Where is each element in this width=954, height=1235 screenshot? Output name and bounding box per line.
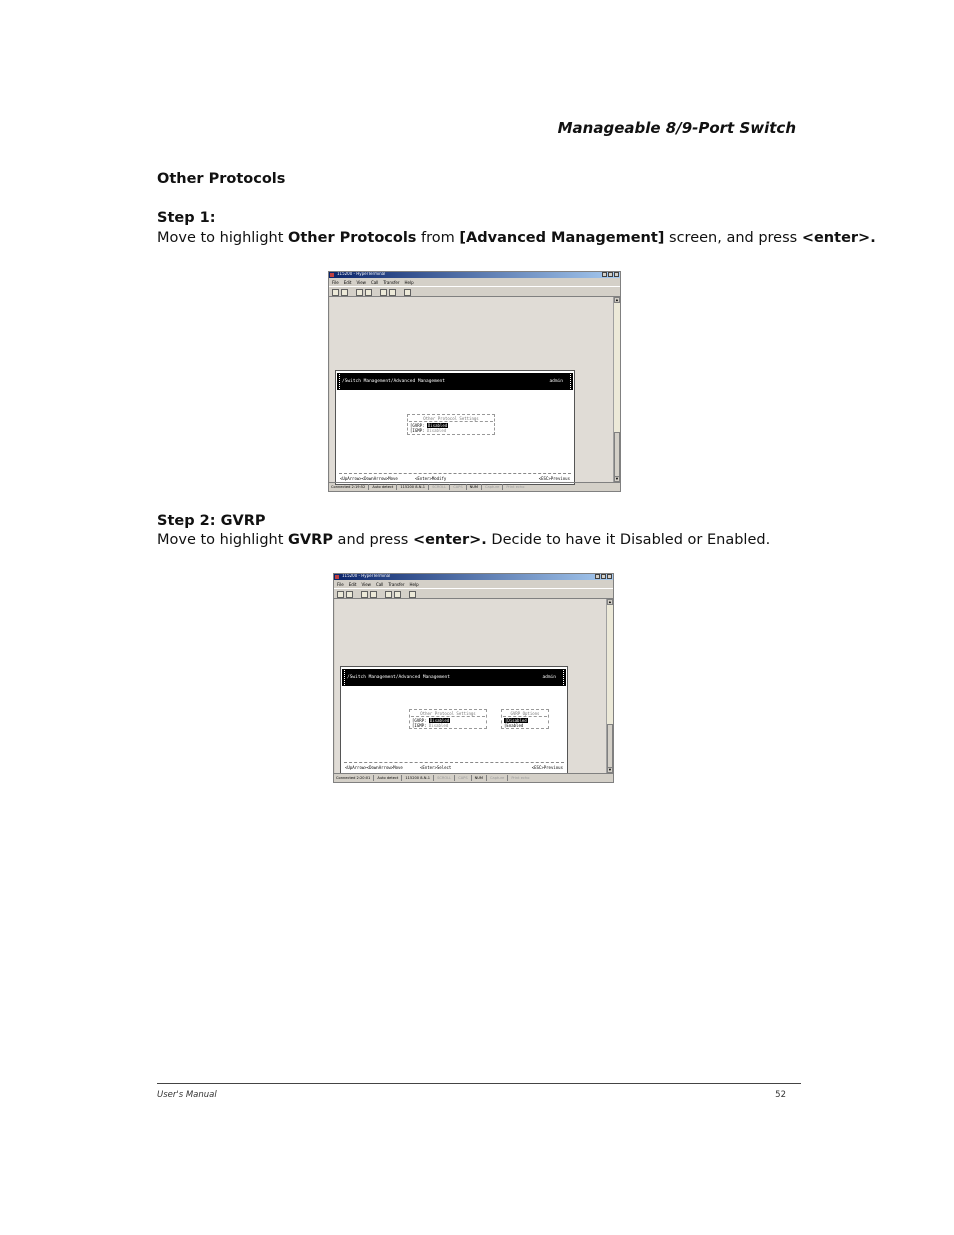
footer-manual-label: User's Manual bbox=[157, 1090, 217, 1100]
hyperterminal-window-2 bbox=[333, 573, 614, 783]
new-icon[interactable] bbox=[337, 591, 344, 598]
menu-file[interactable]: File bbox=[332, 280, 339, 285]
scroll-up-icon[interactable]: ▲ bbox=[615, 297, 619, 302]
title-bar: 115200 - HyperTerminal bbox=[329, 272, 620, 278]
minimize-icon[interactable] bbox=[602, 272, 607, 277]
user-name: admin bbox=[542, 675, 556, 680]
terminal-header bbox=[337, 373, 573, 390]
vertical-scrollbar[interactable] bbox=[606, 599, 613, 773]
scroll-thumb[interactable] bbox=[607, 724, 613, 772]
new-icon[interactable] bbox=[332, 289, 339, 296]
terminal-header bbox=[342, 669, 566, 686]
option-enabled[interactable]: [Enabled bbox=[504, 723, 524, 728]
options-title: GVRP Options bbox=[510, 711, 540, 716]
menu-bar bbox=[334, 580, 613, 588]
hyperterminal-window-1 bbox=[328, 271, 621, 492]
disconnect-icon[interactable] bbox=[365, 289, 372, 296]
menu-file[interactable]: File bbox=[337, 582, 344, 587]
title-bar: 115200 - HyperTerminal bbox=[334, 574, 613, 580]
minimize-icon[interactable] bbox=[595, 574, 600, 579]
call-icon[interactable] bbox=[361, 591, 368, 598]
menu-view[interactable]: View bbox=[361, 582, 371, 587]
terminal-client-area bbox=[335, 599, 606, 773]
menu-transfer[interactable]: Transfer bbox=[388, 582, 405, 587]
open-icon[interactable] bbox=[341, 289, 348, 296]
page-number: 52 bbox=[775, 1090, 786, 1100]
step2-text: Move to highlight GVRP and press <enter>. Decide to have it Disabled or Enabled. bbox=[157, 532, 771, 548]
scroll-thumb[interactable] bbox=[614, 432, 620, 482]
terminal-client-area bbox=[330, 297, 613, 482]
open-icon[interactable] bbox=[346, 591, 353, 598]
maximize-icon[interactable] bbox=[608, 272, 613, 277]
menu-path: /Switch Management/Advanced Management bbox=[342, 379, 445, 384]
send-icon[interactable] bbox=[380, 289, 387, 296]
menu-edit[interactable]: Edit bbox=[343, 280, 352, 285]
menu-help[interactable]: Help bbox=[404, 280, 414, 285]
app-icon bbox=[330, 273, 334, 277]
step1-title: Step 1: bbox=[157, 210, 216, 226]
toolbar bbox=[334, 588, 613, 599]
scroll-up-icon[interactable]: ▲ bbox=[608, 599, 612, 604]
terminal-screen bbox=[335, 370, 575, 485]
menu-bar bbox=[329, 278, 620, 286]
panel-title: Other Protocol Settings bbox=[420, 711, 476, 716]
menu-path: /Switch Management/Advanced Management bbox=[347, 675, 450, 680]
receive-icon[interactable] bbox=[394, 591, 401, 598]
gvrp-row[interactable]: [GVRP: Disabled bbox=[412, 718, 450, 723]
footer-rule bbox=[157, 1083, 801, 1084]
status-bar: Connected 2:20:01 Auto detect 115200 8-N-1 SCROLL CAPS NUM Capture Print echo bbox=[334, 773, 613, 782]
igmp-row[interactable]: [IGMP: Disabled bbox=[410, 428, 447, 433]
section-title: Other Protocols bbox=[157, 171, 286, 187]
scroll-down-icon[interactable]: ▼ bbox=[615, 476, 619, 481]
disconnect-icon[interactable] bbox=[370, 591, 377, 598]
other-protocol-panel bbox=[409, 709, 487, 729]
panel-title: Other Protocol Settings bbox=[423, 416, 479, 421]
menu-view[interactable]: View bbox=[356, 280, 366, 285]
menu-edit[interactable]: Edit bbox=[348, 582, 357, 587]
scroll-down-icon[interactable]: ▼ bbox=[608, 767, 612, 772]
send-icon[interactable] bbox=[385, 591, 392, 598]
option-disabled[interactable]: [Disabled bbox=[505, 718, 527, 723]
menu-call[interactable]: Call bbox=[370, 280, 379, 285]
terminal-screen bbox=[340, 666, 568, 774]
properties-icon[interactable] bbox=[404, 289, 411, 296]
gvrp-options-panel bbox=[501, 709, 549, 729]
running-title: Manageable 8/9-Port Switch bbox=[557, 119, 796, 137]
menu-transfer[interactable]: Transfer bbox=[383, 280, 400, 285]
close-icon[interactable] bbox=[614, 272, 619, 277]
maximize-icon[interactable] bbox=[601, 574, 606, 579]
properties-icon[interactable] bbox=[409, 591, 416, 598]
close-icon[interactable] bbox=[607, 574, 612, 579]
toolbar bbox=[329, 286, 620, 297]
step1-text: Move to highlight Other Protocols from [Advanced Management] screen, and press <enter>. bbox=[157, 230, 876, 246]
gvrp-row[interactable]: [GVRP: Disabled bbox=[410, 423, 448, 428]
menu-call[interactable]: Call bbox=[375, 582, 384, 587]
other-protocol-panel bbox=[407, 414, 495, 435]
terminal-footer: <UpArrow><DownArrow>Move <Enter>Modify <ESC>Previous bbox=[339, 473, 571, 481]
menu-help[interactable]: Help bbox=[409, 582, 419, 587]
vertical-scrollbar[interactable] bbox=[613, 297, 620, 482]
status-bar: Connected 2:19:52 Auto detect 115200 8-N-1 SCROLL CAPS NUM Capture Print echo bbox=[329, 482, 620, 491]
call-icon[interactable] bbox=[356, 289, 363, 296]
igmp-row[interactable]: [IGMP: Disabled bbox=[412, 723, 449, 728]
step2-title: Step 2: GVRP bbox=[157, 513, 266, 529]
app-icon bbox=[335, 575, 339, 579]
terminal-footer: <UpArrow><DownArrow>Move <Enter>Select <ESC>Previous bbox=[344, 762, 564, 770]
user-name: admin bbox=[549, 379, 563, 384]
receive-icon[interactable] bbox=[389, 289, 396, 296]
